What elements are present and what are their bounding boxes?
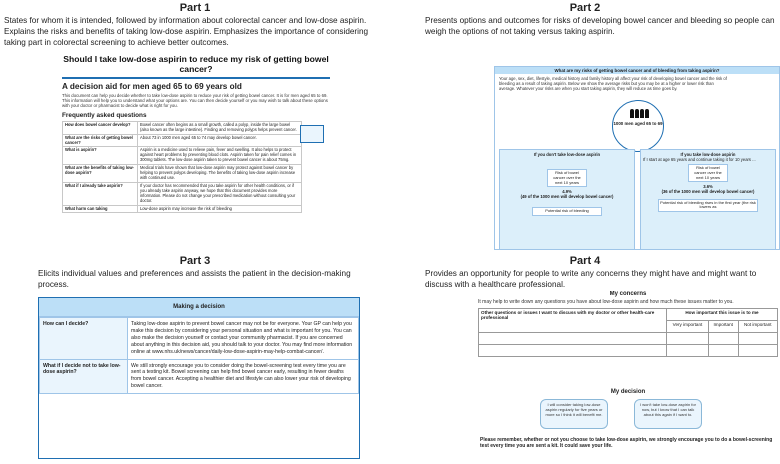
- p1-rule: [62, 77, 330, 79]
- part3-document: [38, 297, 360, 459]
- table-row: [63, 165, 302, 183]
- p4-col1-head: Other questions or issues I want to discuss with my doctor or other health-care professional: [479, 309, 667, 333]
- p1-question: Should I take low-dose aspirin to reduce my risk of getting bowel cancer?: [63, 55, 329, 74]
- faq-question: What harm can taking: [63, 205, 138, 213]
- p4-decision-title: My decision: [610, 389, 646, 395]
- faq-question: What if I already take aspirin?: [63, 182, 138, 205]
- p3-answer: Taking low-dose aspirin to prevent bowel cancer may not be for everyone. Your GP can help you make this decision by considering your personal situation and what is important for you. You can also make the decision yourself or contact your community pharmacist. If you are concerned about anything in this decision aid, you should talk to your doctor. You may find more information online at www.nhs.uk/news/cancer/daily-low-dose-aspirin-may-help-combat-cancer/.: [128, 318, 359, 360]
- p2-left-box: Risk of bowel cancer over the next 10 years: [547, 169, 587, 187]
- p3-answer: We still strongly encourage you to consider doing the bowel-screening test every time you are sent a testing kit. Bowel screening can help find bowel cancer early, resulting in fewer deaths from bowel cancer. Accepting a healthier diet and lifestyle can also lower your risk of developing bowel cancer.: [128, 359, 359, 394]
- p2-right-pct: 3.6%: [703, 184, 713, 190]
- table-row: [63, 205, 302, 213]
- p4-footer: Please remember, whether or not you choose to take low-dose aspirin, we strongly encourage you to do a bowel-screening test every time you are sent a kit. It could save your life.: [480, 437, 773, 450]
- p1-faq-table: [62, 121, 302, 214]
- p2-right-bleed: Potential risk of bleeding rises in the first year (the risk lowers as: [658, 199, 758, 213]
- p3-table: [39, 317, 359, 394]
- part1-description: States for whom it is intended, followed by information about colorectal cancer and low-dose aspirin. Explains the risks and benefits of taking low-dose aspirin. Emphasizes the importance of considering taking part in colorectal screening to achieve better outcomes.: [4, 16, 369, 47]
- envelope-icon: [300, 125, 324, 143]
- faq-answer: About 73 in 1000 men aged 65 to 74 may develop bowel cancer.: [138, 134, 302, 147]
- p2-left-column: [499, 149, 635, 250]
- table-row[interactable]: [479, 345, 778, 357]
- p2-left-pct: 4.9%: [562, 189, 572, 195]
- p2-left-note: (49 of the 1000 men will develop bowel cancer): [520, 194, 614, 200]
- p2-left-head: If you don't take low-dose aspirin: [533, 152, 601, 157]
- faq-answer: Low-dose aspirin may increase the risk of bleeding: [138, 205, 302, 213]
- p4-important: Important: [708, 321, 738, 333]
- p2-header: What are my risks of getting bowel cancer and of bleeding from taking aspirin?: [495, 67, 779, 74]
- p3-question: What if I decide not to take low-dose aspirin?: [40, 359, 128, 394]
- table-row: [479, 309, 778, 321]
- p1-subtitle: A decision aid for men aged 65 to 69 years old: [62, 81, 242, 91]
- p2-left-bleed: Potential risk of bleeding: [532, 207, 602, 216]
- table-row: [63, 182, 302, 205]
- part2-description: Presents options and outcomes for risks of developing bowel cancer and bleeding so people can weigh the options of not taking versus taking aspirin.: [425, 16, 775, 36]
- p4-concerns-title: My concerns: [609, 291, 647, 297]
- faq-answer: Aspirin is a medicine used to relieve pain, fever and swelling. It also helps to protect against heart problems by preventing blood clots. Aspirin taken for pain relief comes in 300mg tablets. The low-dose aspirin taken to prevent bowel cancer is about 75mg.: [138, 147, 302, 165]
- faq-question: What are the benefits of taking low-dose aspirin?: [63, 165, 138, 183]
- p4-decision-option-take[interactable]: I will consider taking low-dose aspirin regularly for five years or more so I think it will benefit me.: [540, 399, 608, 429]
- p4-concerns-table: [478, 308, 778, 357]
- part1-document: [62, 55, 330, 250]
- faq-answer: If your doctor has recommended that you take aspirin for other health conditions, or if you already take aspirin anyway, we hope that this document provides more information. Please do not change your prescribed medication without consulting your doctor.: [138, 182, 302, 205]
- part4-document: [478, 291, 778, 461]
- p2-right-sub: If I start at age 65 years and continue taking it for 10 years ...: [643, 157, 756, 163]
- p4-intro: It may help to write down any questions you have about low-dose aspirin and how much these issues matter to you.: [478, 299, 734, 305]
- p1-faq-title: Frequently asked questions: [62, 111, 147, 119]
- faq-question: What are the risks of getting bowel cancer?: [63, 134, 138, 147]
- p4-very-important: Very important: [667, 321, 709, 333]
- table-row: [40, 359, 359, 394]
- p2-right-head: If you take low-dose aspirin: [680, 152, 736, 157]
- part4-description: Provides an opportunity for people to write any concerns they might have and might want to discuss with a healthcare professional.: [425, 269, 757, 289]
- p4-not-important: Not important: [738, 321, 777, 333]
- p4-decision-option-not-take[interactable]: I won't take low-dose aspirin for now, but I know that I can talk about this again if I want to.: [634, 399, 702, 429]
- p2-right-note: (36 of the 1000 men will develop bowel cancer): [661, 189, 755, 195]
- people-icon: [625, 109, 653, 119]
- p2-right-column: [640, 149, 776, 250]
- part4-title: Part 4: [569, 255, 601, 267]
- table-row: [63, 121, 302, 134]
- p2-circle-label: 1000 men aged 65 to 69: [613, 121, 663, 126]
- p1-intro: This document can help you decide whether to take low-dose aspirin to reduce your risk of getting bowel cancer. It is for men aged 65 to 69. This information will help you to understand what your options are. You can then decide yourself or you may wish to talk about these options with your doctor or pharmacist to decide what is right for you.: [62, 92, 328, 109]
- p3-question: How can I decide?: [40, 318, 128, 360]
- part1-title: Part 1: [179, 2, 211, 14]
- part3-description: Elicits individual values and preferences and assists the patient in the decision-making process.: [38, 269, 351, 289]
- table-row: [40, 318, 359, 360]
- table-row[interactable]: [479, 333, 778, 345]
- faq-question: What is aspirin?: [63, 147, 138, 165]
- faq-answer: Medical trials have shown that low-dose aspirin may protect against bowel cancer by helping to prevent polyps developing. The benefits of taking low-dose aspirin increase with continued use.: [138, 165, 302, 183]
- p4-col2-head: How important this issue is to me: [667, 309, 778, 321]
- part2-title: Part 2: [569, 2, 601, 14]
- p2-intro: Your age, sex, diet, lifestyle, medical history and family history all affect your risk of developing bowel cancer and the risk of bleeding as a result of taking aspirin. Below we show the average risks but you may be at a higher or lower risk than average. Whatever your risks are when you start taking aspirin, they will reduce as time goes by.: [499, 76, 727, 92]
- p2-right-box: Risk of bowel cancer over the next 10 years: [688, 164, 728, 182]
- p2-population-circle: [612, 100, 664, 152]
- part3-title: Part 3: [179, 255, 211, 267]
- part2-document: [494, 66, 780, 250]
- p3-header: Making a decision: [39, 298, 359, 317]
- table-row: [63, 147, 302, 165]
- faq-question: How does bowel cancer develop?: [63, 121, 138, 134]
- faq-answer: Bowel cancer often begins as a small growth, called a polyp, inside the large bowel (also known as the large intestine). Finding and removing polyps helps prevent cancer.: [138, 121, 302, 134]
- table-row: [63, 134, 302, 147]
